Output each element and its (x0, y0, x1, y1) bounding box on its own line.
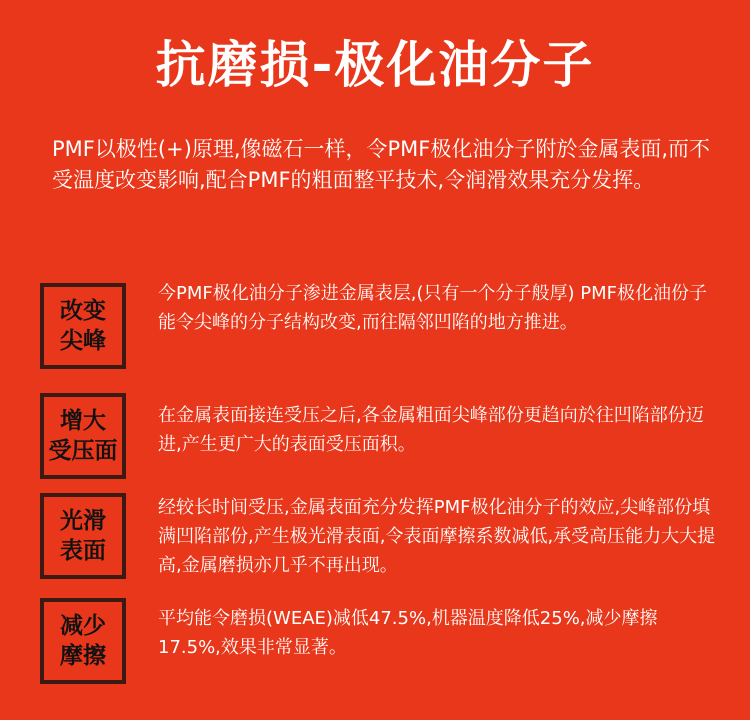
feature-badge (40, 598, 126, 684)
badge-line-1: 减少 (60, 613, 106, 639)
feature-badge (40, 493, 126, 579)
page-title: 抗磨损-极化油分子 (155, 36, 595, 94)
feature-description: 经较长时间受压,金属表面充分发挥PMF极化油分子的效应,尖峰部份填满凹陷部份,产生极光滑表面,令表面摩擦系数减低,承受高压能力大大提高,金属磨损亦几乎不再出现。 (158, 497, 716, 576)
badge-line-1: 改变 (60, 298, 106, 324)
feature-description: 今PMF极化油分子渗进金属表层,(只有一个分子般厚) PMF极化油份子能令尖峰的分子结构改变,而往隔邻凹陷的地方推进。 (158, 283, 707, 333)
feature-badge (40, 283, 126, 369)
badge-line-2: 表面 (60, 538, 106, 564)
badge-line-1: 光滑 (60, 508, 106, 534)
badge-line-1: 增大 (60, 408, 106, 434)
feature-description: 在金属表面接连受压之后,各金属粗面尖峰部份更趋向於往凹陷部份迈进,产生更广大的表面受压面积。 (158, 405, 704, 455)
intro-paragraph: PMF以极性(+)原理,像磁石一样，令PMF极化油分子附於金属表面,而不受温度改变影响,配合PMF的粗面整平技术,令润滑效果充分发挥。 (52, 137, 711, 192)
feature-badge (40, 393, 126, 479)
badge-line-2: 受压面 (48, 438, 118, 464)
badge-line-2: 尖峰 (60, 328, 106, 354)
badge-line-2: 摩擦 (60, 643, 106, 669)
feature-description: 平均能令磨损(WEAE)减低47.5%,机器温度降低25%,减少摩擦17.5%,效果非常显著。 (158, 608, 658, 658)
